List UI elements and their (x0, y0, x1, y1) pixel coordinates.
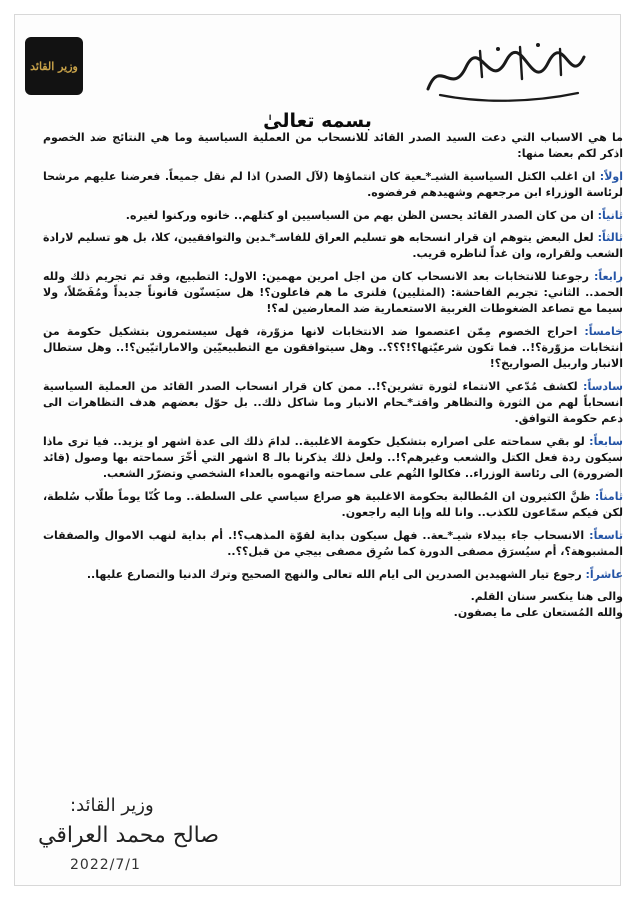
logo-text: وزير القائد (30, 59, 78, 73)
document-title: بسمه تعالىٰ (263, 110, 372, 132)
paragraph-text: ظنَّ الكثيرون ان المُطالبة بحكومة الاغلبية هو صراع سياسي على السلطة.. وما كُنّا يوماً طلّاب سُلطة، لكن فيكم سمّاعون للكذب.. وانا لله وإنا اليه راجعون. (43, 489, 623, 520)
document-body (43, 130, 623, 622)
paragraph-text: رجوعنا للانتخابات بعد الانسحاب كان من اجل امرين مهمين: الاول: التطبيع، وقد تم تجريم ذلك ولله الحمد.. الثاني: تجريم الفاحشة: (المثليين) فلنرى ما هم فاعلون؟! هل سيَسنّون قانوناً جديداً ومُفَصّلاً، ولا سيما مع تصاعد الضغوطات الغربية الاستعمارية ضد المعارضين له؟! (43, 269, 623, 316)
closing-line-1: والى هنا ينكسر سنان القلم. (470, 590, 623, 604)
paragraph-label: ثالثاً: (597, 231, 623, 245)
paragraph-6 (43, 379, 623, 428)
paragraph-label: ثانياً: (597, 208, 623, 222)
paragraph-10 (43, 567, 623, 583)
paragraph-text: رجوع تيار الشهيدين الصدرين الى ايام الله تعالى والنهج الصحيح وترك الدنيا والتصارع عليها.. (86, 567, 586, 581)
paragraph-5 (43, 324, 623, 373)
paragraph-text: لكشف مُدّعي الانتماء لثورة تشرين؟!.. ممن كان قرار انسحاب الصدر القائد من العملية السياسية انسحاباً لهم من الثورة والتظاهر واقتـ*ـحام الانبار وما شاكل ذلك.. بل حوّل بعضهم هدف التظاهرات الى دعم حكومة التوافق. (43, 379, 623, 426)
paragraph-text: ما هي الاسباب التي دعت السيد الصدر القائد للانسحاب من العملية السياسية وما هي النتائج ضد الخصوم اذكر لكم بعضا منها: (43, 131, 623, 161)
paragraph-label: خامساً: (584, 324, 623, 338)
minister-logo (25, 37, 83, 95)
calligraphy-signature-logo (420, 37, 590, 107)
paragraph-label: عاشراً: (585, 567, 623, 581)
closing-line-2: والله المُستعان على ما يصفون. (453, 606, 623, 620)
paragraph-label: رابعاً: (594, 269, 623, 283)
paragraph-label: ثامناً: (594, 489, 623, 503)
paragraph-label: سادساً: (583, 379, 623, 393)
paragraph-text: ان اغلب الكتل السياسية الشيـ*ـعية كان انتماؤها (لآل الصدر) اذا لم نقل جميعاً. فعرضنا عليهم مرشحا لرئاسة الوزراء ابن مرجعهم وشهيدهم فرفضوه. (43, 169, 623, 199)
paragraph-text: لو بقي سماحته على اصراره بتشكيل حكومة الاغلبية.. لدامَ ذلك الى عدة اشهر او يزيد.. فيا ترى ماذا سيكون ردة فعل الكتل والشعب وغيرهم؟!.. ولعل ذلك يذكرنا بالـ 8 اشهر التي أخّرَ سماحته بها وصول (قائد الضرورة) الى رئاسة الوزراء.. فكالوا التُهم على سماحته واتهموه بالعداء الشخصي وتضرّر الشعب. (43, 434, 623, 481)
paragraph-3 (43, 230, 623, 262)
paragraph-intro (43, 130, 623, 162)
header (15, 15, 620, 115)
paragraph-1 (43, 169, 623, 201)
signature-title: وزير القائد: (70, 795, 154, 816)
paragraph-8 (43, 489, 623, 521)
paragraph-label: تاسعاً: (589, 528, 623, 542)
signature-name: صالح محمد العراقي (38, 823, 220, 848)
paragraph-label: سابعاً: (589, 434, 623, 448)
paragraph-text: الانسحاب جاء بيدلاء شيـ*ـعة.. فهل سيكون بداية لقوّة المذهب؟!. أم بداية لنهب الاموال والصفقات المشبوهة؟، أم سيُسرَق مصفى الدورة كما سُرِق مصفى بيجي من قبل؟؟.. (43, 528, 623, 558)
paragraph-text: احراج الخصوم مِمّن اعتصموا ضد الانتخابات لانها مزوّرة، فهل سيستمرون بتشكيل حكومة من انتخابات مزوّرة؟!.. فما تكون شرعيّتها؟!؟؟؟.. وهل سيتوافقون مع التطبيعيّين والاماراتيّين؟!.. وهل ستطال الانبار واربيل الصواريخ؟! (43, 324, 623, 371)
paragraph-4 (43, 269, 623, 318)
paragraph-text: لعل البعض يتوهم ان قرار انسحابه هو تسليم العراق للفاسـ*ـدين والتوافقيين، كلا، بل هو تسليم لارادة الشعب ولقراره، وان غداً لناظره قريب. (43, 231, 623, 261)
paragraph-label: اولاً: (599, 169, 623, 183)
paragraph-2 (43, 208, 623, 224)
document-date: 2022/7/1 (70, 857, 141, 873)
paragraph-text: ان من كان الصدر القائد يحسن الظن بهم من السياسيين او كتلهم.. خانوه وركنوا لغيره. (125, 208, 598, 222)
paragraph-9 (43, 528, 623, 560)
paragraph-7 (43, 434, 623, 483)
